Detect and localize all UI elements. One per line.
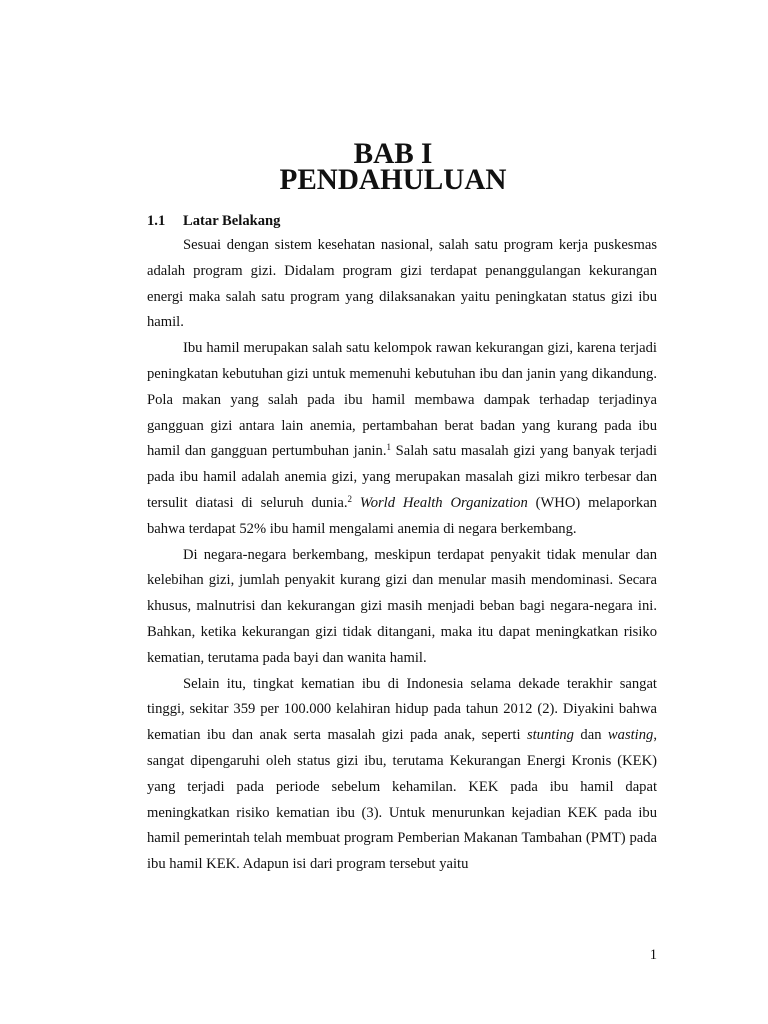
section-title: Latar Belakang: [183, 213, 281, 229]
paragraph-1: Sesuai dengan sistem kesehatan nasional, salah satu program kerja puskesmas adalah program gizi. Didalam program gizi terdapat penanggulangan kekurangan energi maka salah satu program yang dilaksanakan yaitu peningkatan status gizi ibu hamil.: [147, 237, 657, 331]
term-wasting: wasting: [607, 727, 654, 744]
paragraph-3: Di negara-negara berkembang, meskipun terdapat penyakit tidak menular dan kelebihan gizi, jumlah penyakit kurang gizi dan menular masih mendominasi. Secara khusus, malnutrisi dan kekurangan gizi masih menjadi beban bagi negara-negara ini. Bahkan, ketika kekurangan gizi tidak ditangani, maka itu dapat meningkatkan risiko kematian, terutama pada bayi dan wanita hamil.: [147, 546, 657, 666]
paragraph-2-text-2: Salah satu masalah gizi yang banyak terjadi pada ibu hamil adalah anemia gizi, yang merupakan masalah gizi mikro terbesar dan tersulit diatasi di seluruh dunia.: [147, 443, 657, 511]
section-heading: [147, 214, 280, 229]
term-stunting: stunting: [526, 727, 574, 744]
section-number: 1.1: [147, 213, 166, 229]
paragraph-4-text-1: Selain itu, tingkat kematian ibu di Indonesia selama dekade terakhir sangat tinggi, sekitar 359 per 100.000 kelahiran hidup pada tahun 2012 (2). Diyakini bahwa kematian ibu dan anak serta masalah gizi pada anak, seperti: [147, 675, 657, 744]
paragraph-2-text-3: (WHO) melaporkan bahwa terdapat 52% ibu hamil mengalami anemia di negara berkembang.: [147, 494, 657, 537]
chapter-number: BAB I: [353, 138, 433, 170]
paragraph-4-text-2: dan: [573, 727, 608, 744]
paragraph-2-text-1: Ibu hamil merupakan salah satu kelompok rawan kekurangan gizi, karena terjadi peningkatan kebutuhan gizi untuk memenuhi kebutuhan ibu dan janin yang dikandung. Pola makan yang salah pada ibu hamil membawa dampak terhadap terjadinya gangguan gizi antara lain anemia, pertambahan berat badan yang kurang pada ibu hamil dan gangguan pertumbuhan janin.: [147, 340, 657, 460]
paragraph-2: [147, 336, 657, 542]
body-text: [147, 233, 657, 878]
footnote-ref-2: 2: [347, 493, 352, 504]
footnote-ref-1: 1: [386, 442, 391, 453]
organization-name: World Health Organization: [359, 494, 528, 511]
paragraph-4-text-3: , sangat dipengaruhi oleh status gizi ibu, terutama Kekurangan Energi Kronis (KEK) yang terjadi pada periode sebelum kehamilan. KEK pada ibu hamil dapat meningkatkan risiko kematian ibu (3). Untuk menurunkan kejadian KEK pada ibu hamil pemerintah telah membuat program Pemberian Makanan Tambahan (PMT) pada ibu hamil KEK. Adapun isi dari program tersebut yaitu: [147, 727, 657, 873]
chapter-title: PENDAHULUAN: [279, 164, 507, 196]
paragraph-4: [147, 672, 657, 878]
page-number: 1: [649, 947, 657, 963]
